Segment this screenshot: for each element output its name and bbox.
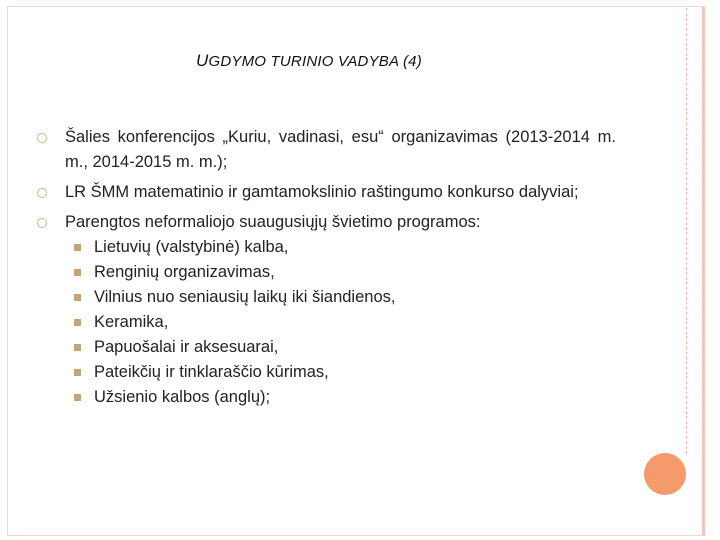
decorative-circle <box>644 453 686 495</box>
sub-list-item <box>36 285 616 310</box>
sub-list-item <box>36 260 616 285</box>
title-initial: U <box>196 51 209 70</box>
sub-list-item <box>36 235 616 260</box>
sub-list-item <box>36 310 616 335</box>
sub-list-item-text: Keramika, <box>94 313 169 331</box>
sub-list-item-text: Lietuvių (valstybinė) kalba, <box>94 238 289 256</box>
sub-list-item-text: Renginių organizavimas, <box>94 263 275 281</box>
sub-list-item-text: Užsienio kalbos (anglų); <box>94 388 271 406</box>
list-item <box>36 180 616 205</box>
sub-list-item <box>36 360 616 385</box>
square-bullet-icon <box>74 244 81 251</box>
square-bullet-icon <box>74 319 81 326</box>
list-item <box>36 210 616 235</box>
square-bullet-icon <box>74 369 81 376</box>
slide-content <box>36 125 616 410</box>
slide-title <box>196 51 422 71</box>
list-item-text: LR ŠMM matematinio ir gamtamokslinio raštingumo konkurso dalyviai; <box>65 183 579 201</box>
list-item-text: Šalies konferencijos „Kuriu, vadinasi, esu“ organizavimas (2013-2014 m. m., 2014-2015 m. m.); <box>65 128 616 171</box>
square-bullet-icon <box>74 294 81 301</box>
list-item-text: Parengtos neformaliojo suaugusiųjų švietimo programos: <box>65 213 481 231</box>
title-rest: GDYMO TURINIO VADYBA (4) <box>208 53 422 70</box>
sub-list-item <box>36 385 616 410</box>
decorative-dashed-line <box>686 8 687 454</box>
sub-list-item-text: Pateikčių ir tinklaraščio kūrimas, <box>94 363 329 381</box>
square-bullet-icon <box>74 394 81 401</box>
sub-list-item <box>36 335 616 360</box>
circle-bullet-icon <box>37 218 47 228</box>
circle-bullet-icon <box>37 133 47 143</box>
square-bullet-icon <box>74 269 81 276</box>
list-item <box>36 125 616 175</box>
sub-list-item-text: Vilnius nuo seniausių laikų iki šiandienos, <box>94 288 396 306</box>
sub-list-item-text: Papuošalai ir aksesuarai, <box>94 338 279 356</box>
circle-bullet-icon <box>37 188 47 198</box>
square-bullet-icon <box>74 344 81 351</box>
